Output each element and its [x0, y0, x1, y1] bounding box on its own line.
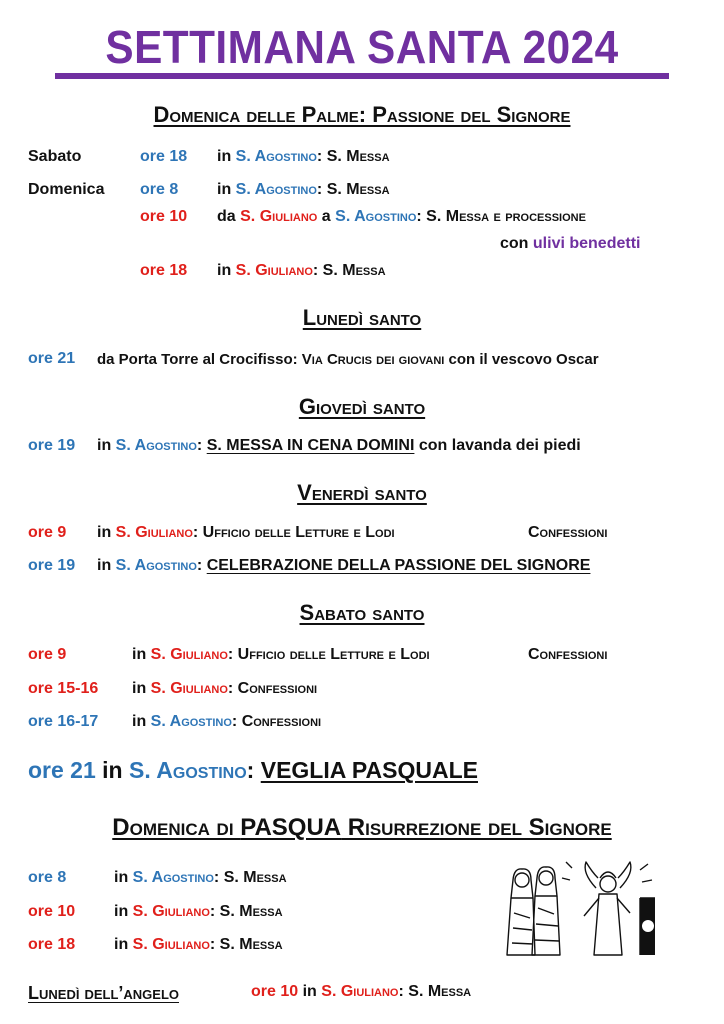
lunedi-r1-line: da Porta Torre al Crocifisso: Via Crucis dei giovani con il vescovo Oscar [97, 351, 599, 368]
venerdi-r1-time: ore 9 [28, 524, 67, 541]
page-title: SETTIMANA SANTA 2024 [105, 21, 619, 73]
venerdi-r1-line: in S. Giuliano: Ufficio delle Letture e Lodi [97, 524, 395, 541]
palme-day-sabato: Sabato [28, 148, 82, 165]
palme-r3-time: ore 10 [140, 208, 188, 225]
sabato-r1-line: in S. Giuliano: Ufficio delle Letture e Lodi [132, 646, 430, 663]
palme-r1-time: ore 18 [140, 148, 188, 165]
giovedi-heading: Giovedì santo [298, 394, 426, 419]
venerdi-r2-time: ore 19 [28, 557, 76, 574]
lunedi-heading: Lunedì santo [302, 305, 422, 330]
lunedi-r1-time: ore 21 [28, 350, 76, 367]
palme-r3-cont: con ulivi benedetti [500, 235, 641, 252]
angelo-mass: ore 10 in S. Giuliano: S. Messa [251, 983, 472, 1000]
palme-day-domenica: Domenica [28, 181, 105, 198]
palme-r2-line: in S. Agostino: S. Messa [217, 181, 390, 198]
pasqua-r2-time: ore 10 [28, 903, 76, 920]
palme-r3-line: da S. Giuliano a S. Agostino: S. Messa e processione [217, 208, 586, 225]
pasqua-r2-line: in S. Giuliano: S. Messa [114, 903, 283, 920]
venerdi-r1-confessioni: Confessioni [528, 524, 608, 541]
pasqua-r3-time: ore 18 [28, 936, 76, 953]
venerdi-r2-line: in S. Agostino: CELEBRAZIONE DELLA PASSIONE DEL SIGNORE [97, 557, 591, 574]
resurrection-illustration [500, 858, 655, 958]
palme-r1-line: in S. Agostino: S. Messa [217, 148, 390, 165]
palme-r2-time: ore 8 [140, 181, 179, 198]
angelo-line: Lunedì dell’angelo [28, 983, 179, 1003]
sabato-heading: Sabato santo [299, 600, 425, 625]
sabato-r1-confessioni: Confessioni [528, 646, 608, 663]
pasqua-r1-time: ore 8 [28, 869, 67, 886]
giovedi-r1-line: in S. Agostino: S. MESSA IN CENA DOMINI con lavanda dei piedi [97, 437, 581, 454]
pasqua-r1-line: in S. Agostino: S. Messa [114, 869, 287, 886]
sabato-r2-line: in S. Giuliano: Confessioni [132, 680, 318, 697]
palme-r4-time: ore 18 [140, 262, 188, 279]
sabato-r1-time: ore 9 [28, 646, 67, 663]
sabato-r2-time: ore 15-16 [28, 680, 99, 697]
palme-heading: Domenica delle Palme: Passione del Signore [153, 102, 571, 127]
sabato-r3-time: ore 16-17 [28, 713, 99, 730]
giovedi-r1-time: ore 19 [28, 437, 76, 454]
pasqua-heading: Domenica di PASQUA Risurrezione del Signore [112, 814, 612, 841]
pasqua-r3-line: in S. Giuliano: S. Messa [114, 936, 283, 953]
sabato-r3-line: in S. Agostino: Confessioni [132, 713, 322, 730]
title-underline [55, 73, 669, 79]
venerdi-heading: Venerdì santo [297, 480, 427, 505]
veglia-line: ore 21 in S. Agostino: VEGLIA PASQUALE [28, 757, 478, 783]
palme-r4-line: in S. Giuliano: S. Messa [217, 262, 386, 279]
